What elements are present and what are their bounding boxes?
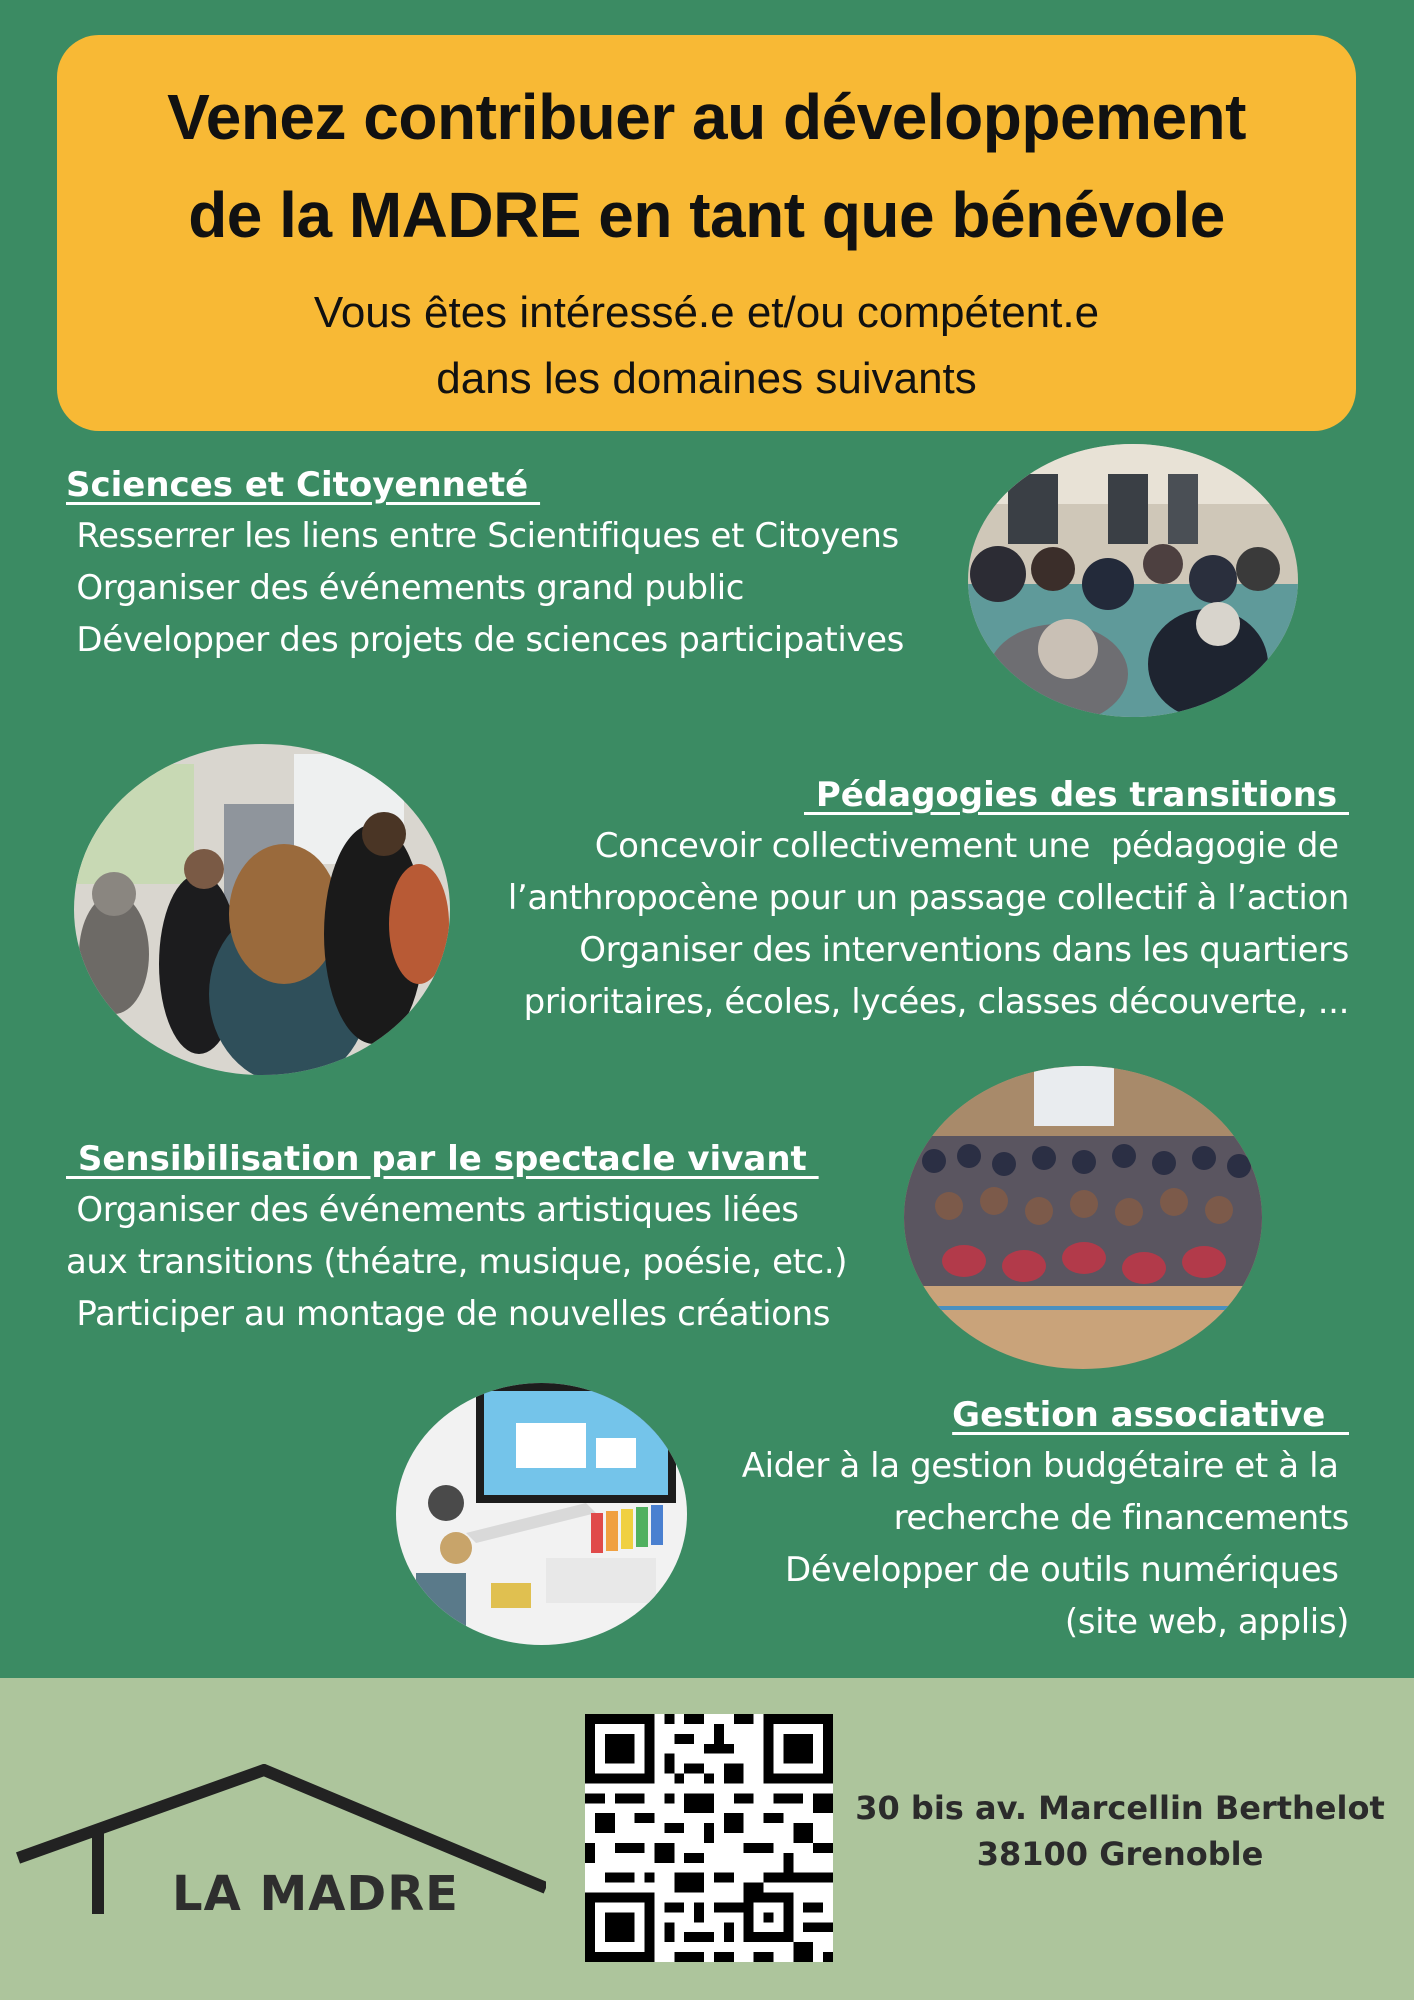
section-title: Sensibilisation par le spectacle vivant xyxy=(66,1139,819,1179)
photo-audience-gym xyxy=(904,1066,1262,1369)
section-line: Organiser des événements grand public xyxy=(66,568,745,608)
photo-workspace-desk xyxy=(396,1383,687,1645)
section-line: Développer de outils numériques xyxy=(785,1550,1349,1590)
section-title: Gestion associative xyxy=(952,1395,1349,1435)
header-banner xyxy=(57,35,1356,431)
qr-code[interactable] xyxy=(585,1714,833,1962)
section-pedagogies-transitions xyxy=(508,770,1349,1028)
section-line: aux transitions (théatre, musique, poésie, etc.) xyxy=(66,1242,848,1282)
section-line: recherche de financements xyxy=(893,1498,1349,1538)
la-madre-logo[interactable] xyxy=(16,1764,546,1944)
section-title: Sciences et Citoyenneté xyxy=(66,465,541,505)
footer xyxy=(0,1678,1414,2000)
address-street: 30 bis av. Marcellin Berthelot xyxy=(855,1789,1385,1827)
section-line: Concevoir collectivement une pédagogie de xyxy=(594,826,1349,866)
logo-text: LA MADRE xyxy=(172,1866,459,1922)
section-line: prioritaires, écoles, lycées, classes découverte, ... xyxy=(523,982,1349,1022)
subtitle-line-2: dans les domaines suivants xyxy=(436,354,977,403)
section-line: Organiser des interventions dans les quartiers xyxy=(579,930,1349,970)
section-spectacle-vivant xyxy=(66,1134,847,1340)
page-title xyxy=(57,35,1356,264)
photo-students-workshop xyxy=(74,744,450,1075)
section-line: l’anthropocène pour un passage collectif à l’action xyxy=(507,878,1349,918)
section-line: Aider à la gestion budgétaire et à la xyxy=(741,1446,1349,1486)
section-title: Pédagogies des transitions xyxy=(804,775,1349,815)
section-line: Participer au montage de nouvelles créations xyxy=(66,1294,831,1334)
section-line: Organiser des événements artistiques liées xyxy=(66,1190,799,1230)
subtitle-line-1: Vous êtes intéressé.e et/ou compétent.e xyxy=(313,288,1100,337)
address-city: 38100 Grenoble xyxy=(976,1835,1264,1873)
section-line: (site web, applis) xyxy=(1064,1602,1349,1642)
address xyxy=(850,1785,1390,1877)
section-line: Resserrer les liens entre Scientifiques et Citoyens xyxy=(66,516,899,556)
section-gestion-associative xyxy=(742,1390,1349,1648)
subtitle xyxy=(57,280,1356,412)
title-line-1: Venez contribuer au développement xyxy=(167,81,1246,153)
section-line: Développer des projets de sciences participatives xyxy=(66,620,904,660)
photo-debate-meeting xyxy=(968,444,1298,717)
section-sciences-citoyennete xyxy=(66,460,904,666)
title-line-2: de la MADRE en tant que bénévole xyxy=(188,179,1225,251)
